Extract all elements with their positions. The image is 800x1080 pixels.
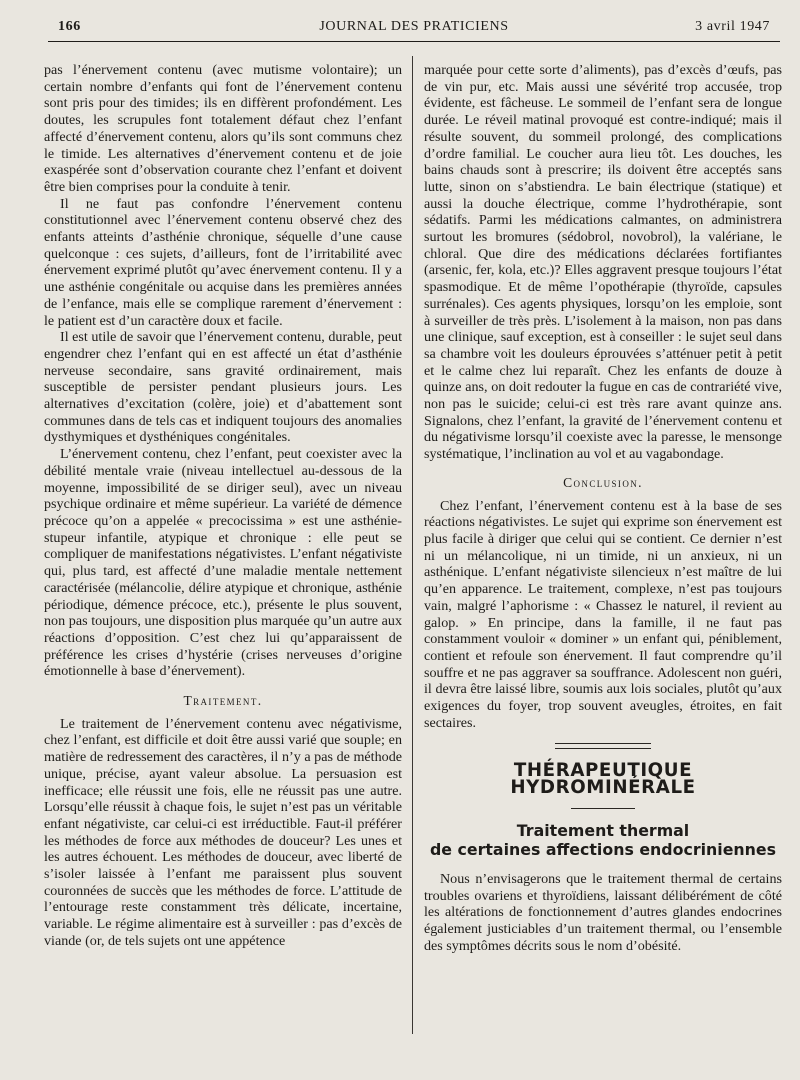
body-paragraph: Il ne faut pas confondre l’énervement contenu constitutionnel avec l’énervement contenu observé chez des enfants atteints d’asthénie chronique, séquelle d’une cause quelconque : ces sujets, d’ailleurs, font de l’irritabilité avec énervement exprimé plutôt qu’avec énervement contenu. Il y a une asthénie congénitale ou acquise dans les premières années de l’enfance, mais elle se complique rarement d’énervement : le patient est d’un caractère doux et facile. <box>44 195 402 329</box>
journal-title: JOURNAL DES PRATICIENS <box>319 19 509 34</box>
section-title-traitement: Traitement. <box>183 693 263 709</box>
article-title-line-1: Traitement thermal <box>516 820 690 840</box>
article-title <box>424 821 782 859</box>
running-head <box>58 16 770 40</box>
article-title-line-2: de certaines affections endocriniennes <box>429 839 777 859</box>
body-paragraph: Chez l’enfant, l’énervement contenu est à la base de ses réactions négativistes. Le sujet qui exprime son énervement est plus facile à diriger que celui qui se contient. Ce dernier n’est ni un mélancolique, ni un timide, ni un anxieux, ni un asthénique. L’enfant négativiste silencieux n’est maître de lui qu’en apparence. Le traitement, complexe, n’est pas toujours vain, malgré l’aphorisme : « Chassez le naturel, il revient au galop. » En principe, dans la famille, il ne faut pas constamment vouloir « dominer » un enfant qui, péniblement, contient et refoule son énervement. Il faut comprendre qu’il souffre et ne pas aggraver sa souffrance. Adolescent non guéri, il devra être laissé libre, soumis aux lois sociales, plutôt qu’aux exigences du foyer, trop souvent aveugles, étroites, en fait sectaires. <box>424 497 782 731</box>
body-paragraph: Nous n’envisagerons que le traitement thermal de certains troubles ovariens et thyroïdiens, laissant délibérément de côté les altérations de fonctionnement d’autres glandes endocrines également justiciables d’un traitement thermal, ou l’ensemble des symptômes décrits sous le nom d’obésité. <box>424 870 782 954</box>
left-column <box>44 62 402 1072</box>
section-title-conclusion: Conclusion. <box>563 474 643 490</box>
body-paragraph: marquée pour cette sorte d’aliments), pas d’excès d’œufs, pas de vin pur, etc. Mais aussi une sévérité trop accusée, trop évidente, est fâcheuse. Le sommeil de l’enfant sera de longue durée. Le réveil matinal provoqué est contre-indiqué; mais il résulte souvent, du sommeil prolongé, des complications d’ordre familial. Le coucher aura lieu tôt. Les douches, les bains chauds sont à prescrire; ils doivent être acceptés sans lutte, sinon on s’abstiendra. Le bain électrique (statique) et aussi la douche électrique, comme l’hydrothérapie, sont sédatifs. Parmi les médications calmantes, on administrera surtout les bromures (sédobrol, novobrol), la valériane, le chloral. Que dire des médications déclarées fortifiantes (arsenic, fer, kola, etc.)? Elles aggravent presque toujours l’état spasmodique. Et de même l’opothérapie (thyroïde, capsules surrénales). Ces agents physiques, lorsqu’on les emploie, sont à surveiller de très près. L’isolement à la maison, non pas dans une clinique, sauf exception, est à conseiller : le sujet seul dans sa chambre voit les douleurs éprouvées s’atténuer petit à petit et le calme chez lui reparaît. Chez les enfants de douze à quinze ans, on doit redouter la fugue en cas de contrariété vive, non pas le suicide; celui-ci est très rare avant quinze ans. Signalons, chez l’enfant, la gravité de l’énervement contenu et du négativisme lorsqu’il coexiste avec la paresse, le mensonge systématique, l’inclination au vol et au vagabondage. <box>424 62 782 463</box>
page-number: 166 <box>58 19 81 34</box>
column-divider <box>412 56 413 1034</box>
issue-date: 3 avril 1947 <box>695 19 770 34</box>
section-heading-therapeutique: THÉRAPEUTIQUE HYDROMINÉRALE <box>510 760 696 799</box>
body-paragraph: L’énervement contenu, chez l’enfant, peut coexister avec la débilité mentale vraie (niveau intellectuel au-dessous de la moyenne, impossibilité de se diriger seul), avec un niveau psychique ordinaire et même supérieur. La variété de démence précoce qu’on a appelée « precocissima » est une asthénie-stupeur infantile, atypique et chronique : elle peut se compliquer de manifestations négativistes. L’enfant négativiste qui, plus tard, est affecté d’une maladie mentale nettement caractérisée (mélancolie, délire atypique et chronique, asthénie périodique, démence précoce, etc.), présente le plus souvent, non pas toujours, une disposition plus marquée qu’un autre aux réactions d’opposition. C’est chez lui qu’apparaissent de préférence les crises d’hystérie (crises nerveuses d’origine émotionnelle à base d’énervement). <box>44 446 402 680</box>
thin-rule-divider <box>571 808 635 809</box>
body-paragraph: Il est utile de savoir que l’énervement contenu, durable, peut engendrer chez l’enfant qui en est affecté un état d’asthénie nerveuse secondaire, sans gravité ordinairement, mais susceptible de persister pendant plusieurs jours. Les alternatives d’excitation (colère, joie) et d’abattement sont communes dans de tels cas et indiquent toujours des anomalies dysthymiques et dysthéniques congénitales. <box>44 329 402 446</box>
body-paragraph: Le traitement de l’énervement contenu avec négativisme, chez l’enfant, est difficile et doit être aussi varié que souple; en matière de redressement des caractères, il n’y a pas de méthode unique, précise, ayant valeur absolue. La persuasion est inefficace; elle réussit une fois, elle ne réussit pas une autre. Lorsqu’elle réussit à chaque fois, le sujet n’est pas un véritable enfant négativiste, car celui-ci est irréductible. Faut-il préférer les méthodes de force aux méthodes de douceur? Les unes et les autres échouent. Les méthodes de douceur, avec liberté de s’isoler laissée à l’enfant me paraissent plus souvent couronnées de succès que les méthodes de force. L’attitude de l’entourage reste constamment très délicate, incertaine, variable. Le régime alimentaire est à surveiller : pas d’excès de viande (or, de tels sujets ont une appétence <box>44 715 402 949</box>
right-column <box>424 62 782 1072</box>
double-rule-divider <box>555 743 651 749</box>
body-paragraph: pas l’énervement contenu (avec mutisme volontaire); un certain nombre d’enfants qui font de l’énervement contenu sont pris pour des timides; ils en diffèrent profondément. Les doutes, les scrupules font totalement défaut chez l’enfant affecté d’énervement contenu, alors qu’ils sont communs chez le timide. Les alternatives d’énervement contenu et de joie exaspérée sont d’observation courante chez l’enfant et doivent être bien comprises pour la conduite à tenir. <box>44 62 402 195</box>
header-rule <box>48 41 780 42</box>
